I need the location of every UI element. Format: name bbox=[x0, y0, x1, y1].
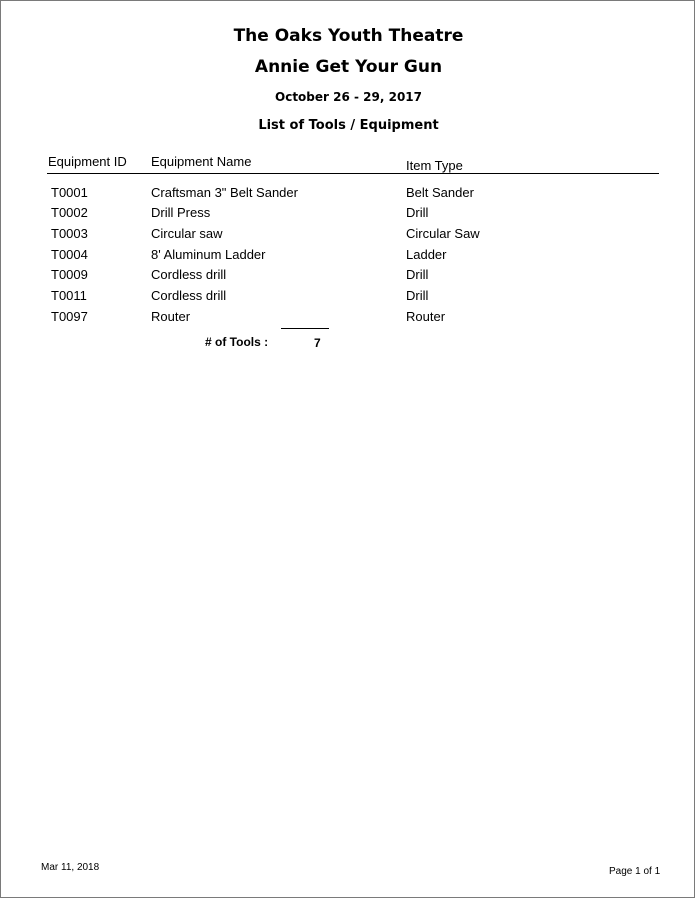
item-type-cell: Drill bbox=[406, 288, 429, 303]
list-title: List of Tools / Equipment bbox=[258, 118, 439, 133]
table-row bbox=[1, 267, 695, 287]
table-row bbox=[1, 309, 695, 329]
equipment-name-cell: Drill Press bbox=[151, 205, 211, 220]
item-type-cell: Circular Saw bbox=[406, 226, 480, 241]
equipment-name-cell: Craftsman 3" Belt Sander bbox=[151, 185, 298, 200]
table-row bbox=[1, 247, 695, 267]
column-header-item-type: Item Type bbox=[406, 158, 463, 173]
organization-title: The Oaks Youth Theatre bbox=[233, 26, 464, 46]
item-type-cell: Drill bbox=[406, 205, 429, 220]
equipment-id-cell: T0011 bbox=[51, 288, 87, 303]
tool-count-label: # of Tools : bbox=[205, 335, 269, 349]
column-header-equipment-id: Equipment ID bbox=[48, 154, 127, 169]
page-number: Page 1 of 1 bbox=[609, 866, 661, 877]
equipment-name-cell: 8' Aluminum Ladder bbox=[151, 247, 266, 262]
equipment-name-cell: Circular saw bbox=[151, 226, 223, 241]
equipment-name-cell: Router bbox=[151, 309, 191, 324]
equipment-id-cell: T0097 bbox=[51, 309, 88, 324]
table-row bbox=[1, 288, 695, 308]
item-type-cell: Drill bbox=[406, 267, 429, 282]
show-dates: October 26 - 29, 2017 bbox=[275, 90, 422, 104]
equipment-id-cell: T0003 bbox=[51, 226, 88, 241]
column-header-equipment-name: Equipment Name bbox=[151, 154, 252, 169]
equipment-id-cell: T0009 bbox=[51, 267, 88, 282]
show-title: Annie Get Your Gun bbox=[254, 57, 443, 77]
table-row bbox=[1, 205, 695, 225]
equipment-id-cell: T0004 bbox=[51, 247, 88, 262]
print-date: Mar 11, 2018 bbox=[41, 862, 100, 873]
equipment-id-cell: T0002 bbox=[51, 205, 88, 220]
item-type-cell: Belt Sander bbox=[406, 185, 474, 200]
table-row bbox=[1, 226, 695, 246]
tool-count-value: 7 bbox=[314, 336, 321, 350]
table-row bbox=[1, 185, 695, 205]
header-divider bbox=[47, 173, 659, 174]
equipment-id-cell: T0001 bbox=[51, 185, 88, 200]
item-type-cell: Router bbox=[406, 309, 446, 324]
equipment-name-cell: Cordless drill bbox=[151, 267, 227, 282]
item-type-cell: Ladder bbox=[406, 247, 447, 262]
total-divider bbox=[281, 328, 329, 329]
equipment-name-cell: Cordless drill bbox=[151, 288, 227, 303]
